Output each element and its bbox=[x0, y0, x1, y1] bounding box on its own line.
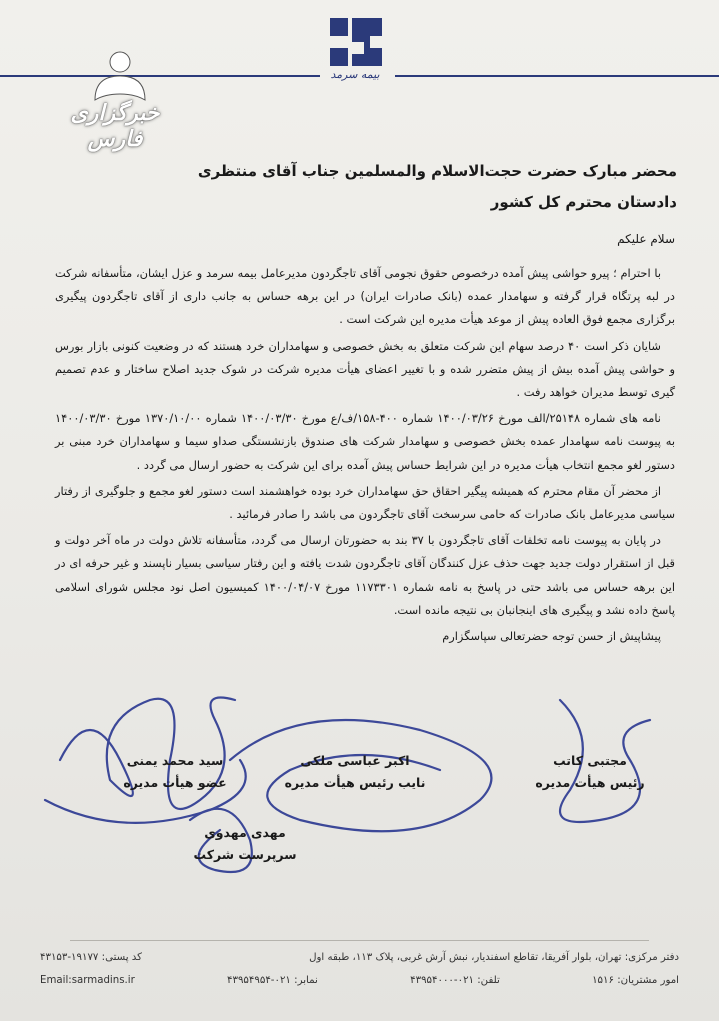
signatory-2 bbox=[275, 750, 435, 794]
paragraph: نامه های شماره ۲۵۱۴۸/الف مورخ ۱۴۰۰/۰۳/۲۶ شماره ۴۰۰-۱۵۸/ف/ع مورخ ۱۴۰۰/۰۳/۳۰ شماره ۱۳۷۰/۱۰/۰۰ مورخ ۱۴۰۰/۰۳/۳۰ به پیوست نامه سهامدار عمده بخش خصوصی و سهامدار شرکت های صندوق بازنشستگی صداو سیما و سهامداران خرد مبنی بر دستور لغو مجمع انتخاب هیأت مدیره در این شرایط حساس پیش آمده برای این شرکت به حضور ارسال می گردد . bbox=[55, 411, 675, 472]
signatory-title: رئیس هیأت مدیره bbox=[535, 775, 645, 790]
footer-rule bbox=[70, 940, 649, 941]
paragraph: شایان ذکر است ۴۰ درصد سهام این شرکت متعلق به بخش خصوصی و سهامداران خرد هستند که در وضعیت کنونی بازار بورس و حواشی پیش آمده بیش از پیش متضرر شده و با تغییر اعضای هیأت مدیره شرکت در شوک جدید اصلاح ساختار و عدم تصمیم گیری توسط مدیران خواهد رفت . bbox=[55, 338, 675, 400]
footer-fax: نمابر: ۰۲۱-۴۳۹۵۴۹۵۴ bbox=[227, 975, 318, 986]
signatory-name: سید محمد یمنی bbox=[126, 753, 224, 768]
signatory-3 bbox=[110, 750, 240, 794]
footer-postal-code: کد پستی: ۱۹۱۷۷-۴۳۱۵۳ bbox=[40, 952, 143, 963]
fars-watermark-text: خبرگزاری فارس bbox=[70, 100, 160, 152]
footer-phone: تلفن: ۰۲۱-۴۳۹۵۴۰۰۰ bbox=[410, 975, 500, 986]
signatory-title: سرپرست شرکت bbox=[193, 847, 297, 862]
signatory-name: مجتبی کاتب bbox=[553, 753, 627, 768]
paragraph: از محضر آن مقام محترم که همیشه پیگیر احقاق حق سهامداران خرد بوده خواهشمند است دستور لغو مجمع و جلوگیری از رفتار سیاسی مدیرعامل بانک صادرات که حامی سرسخت آقای تاجگردون می باشد را صادر فرمائید . bbox=[55, 483, 675, 522]
footer-email: Email:sarmadins.ir bbox=[40, 975, 135, 986]
signatory-4 bbox=[190, 822, 300, 866]
footer-address: دفتر مرکزی: تهران، بلوار آفریقا، تقاطع اسفندیار، نبش آرش غربی، پلاک ۱۱۳، طبقه اول bbox=[309, 952, 679, 963]
company-caption: بیمه سرمد bbox=[330, 68, 380, 81]
paragraph: در پایان به پیوست نامه تخلفات آقای تاجگردون با ۳۷ بند به حضورتان ارسال می گردد، متأسفانه تلاش دولت در ماه آخر دولت و قبل از استقرار دولت جدید جهت حذف عزل کنندگان آقای تاجگردون شدت یافته و این رفتار سیاسی بسیار ناپسند و غیر حرفه ای در این برهه حساس می باشد حتی در پاسخ به نامه شماره ۱۱۷۳۳۰۱ مورخ ۱۴۰۰/۰۴/۰۷ کمیسیون اصل نود مجلس شورای اسلامی پاسخ داده نشد و پیگیری های اینجانبان بی نتیجه مانده است. bbox=[55, 533, 675, 617]
footer-row-1 bbox=[40, 952, 679, 963]
addressee-line-1: محضر مبارک حضرت حجت‌الاسلام والمسلمین جناب آقای منتظری bbox=[197, 162, 677, 180]
letter-body bbox=[55, 262, 675, 648]
footer-customer-affairs: امور مشتریان: ۱۵۱۶ bbox=[592, 975, 679, 986]
signatory-1 bbox=[520, 750, 660, 794]
footer-row-2 bbox=[40, 975, 679, 986]
signatory-name: مهدی مهدوی bbox=[204, 825, 286, 840]
salutation: سلام علیکم bbox=[617, 232, 675, 246]
addressee-line-2: دادستان محترم کل کشور bbox=[490, 193, 677, 211]
closing-line: پیشاپیش از حسن توجه حضرتعالی سپاسگزارم bbox=[442, 629, 661, 644]
signatory-title: نایب رئیس هیأت مدیره bbox=[284, 775, 426, 790]
paragraph: با احترام ؛ پیرو حواشی پیش آمده درخصوص حقوق نجومی آقای تاجگردون مدیرعامل بیمه سرمد و عزل ایشان، متأسفانه شرکت در لبه پرتگاه قرار گرفته و سهامدار عمده (بانک صادرات ایران) در این برهه حساس به جانب داری از آقای تاجگردون پیگیری برگزاری مجمع فوق العاده پیش از موعد هیأت مدیره این شرکت است . bbox=[55, 266, 675, 327]
signatory-name: اکبر عباسی ملکی bbox=[300, 753, 410, 768]
signatory-title: عضو هیأت مدیره bbox=[123, 775, 227, 790]
bimeh-sarmad-logo-icon bbox=[326, 14, 386, 70]
letterhead-rule-right bbox=[395, 75, 719, 77]
